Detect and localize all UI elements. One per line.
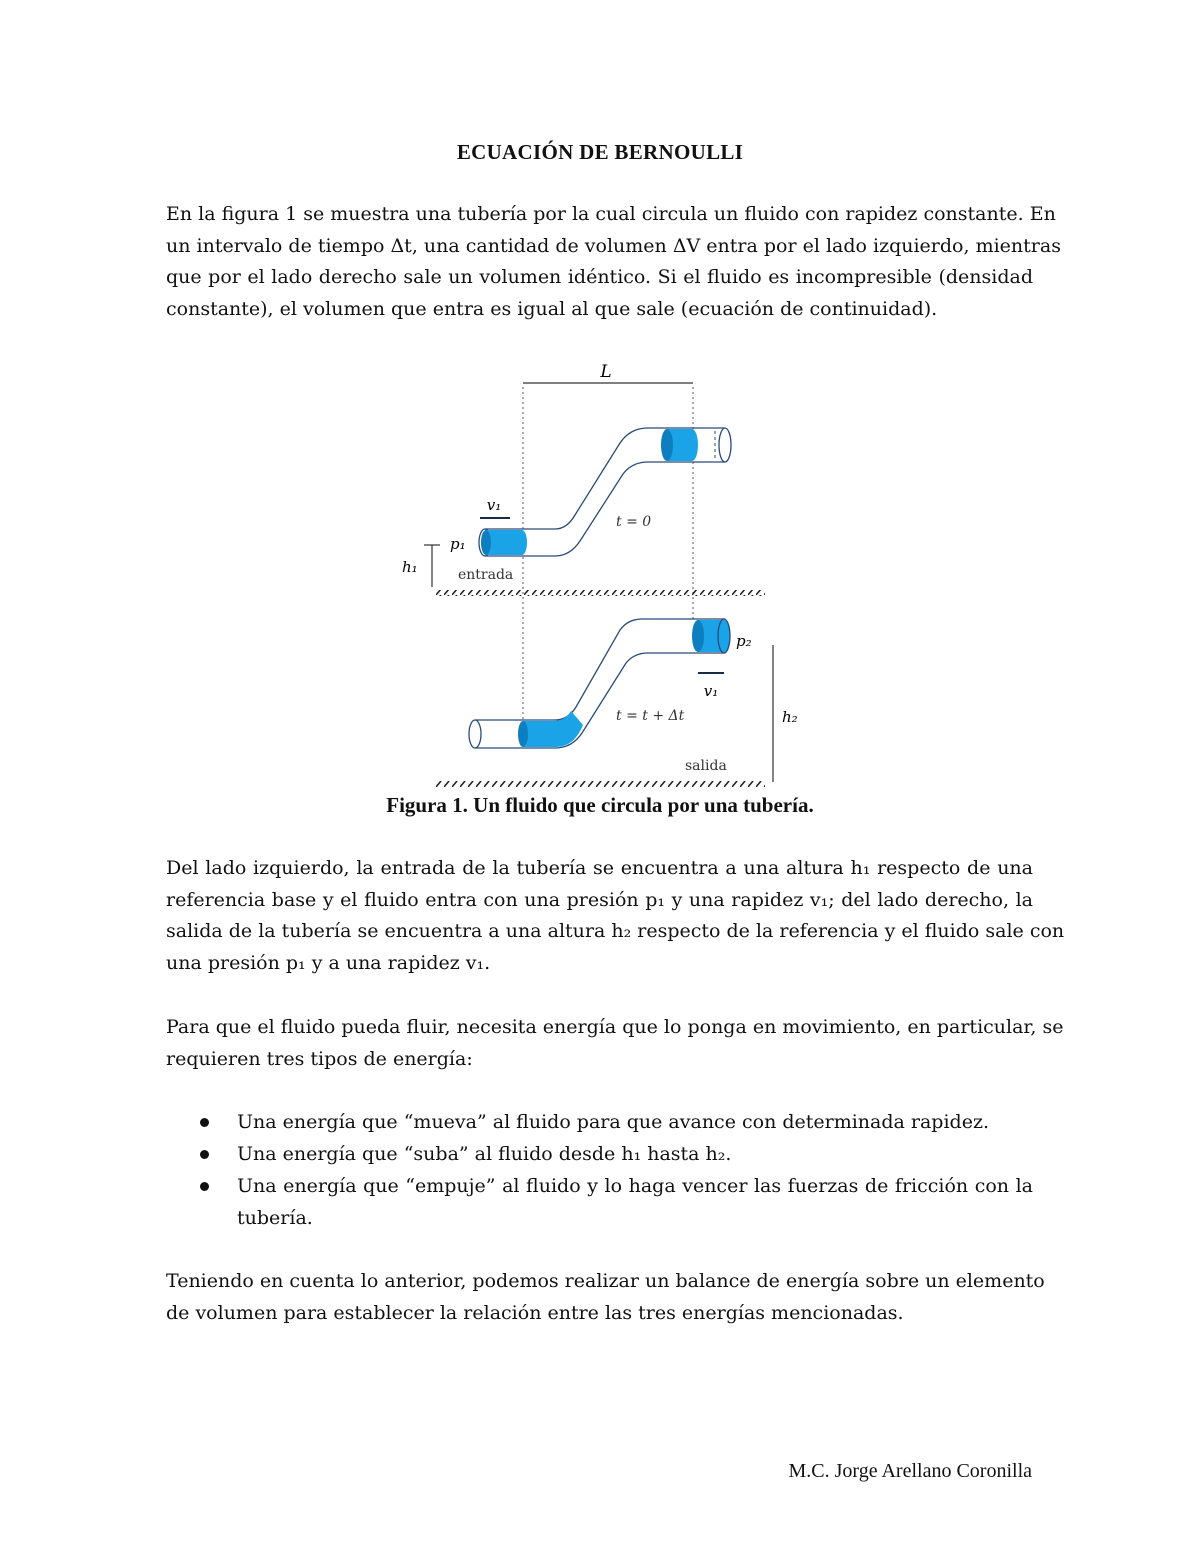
para2-line-2: referencia base y el fluido entra con una presión p₁ y una rapidez v₁; del lado derecho, la xyxy=(166,888,1033,911)
pipe-bottom xyxy=(469,619,730,748)
label-p1: p₁ xyxy=(450,535,466,553)
pipe-figure xyxy=(380,355,820,795)
pipe-diagram xyxy=(380,355,820,795)
para2-line-4: una presión p₁ y a una rapidez v₁. xyxy=(166,951,491,974)
figure-caption: Figura 1. Un fluido que circula por una tubería. xyxy=(386,793,814,817)
intro-line-2: un intervalo de tiempo Δt, una cantidad de volumen ΔV entra por el lado izquierdo, mientras xyxy=(166,234,1061,257)
list-item xyxy=(190,1106,1033,1138)
label-t-plus-dt: t = t + Δt xyxy=(616,708,685,724)
intro-line-4: constante), el volumen que entra es igual al que sale (ecuación de continuidad). xyxy=(166,297,938,320)
label-h2: h₂ xyxy=(782,708,798,726)
intro-line-3: que por el lado derecho sale un volumen idéntico. Si el fluido es incompresible (densidad xyxy=(166,266,1033,288)
author-footer: M.C. Jorge Arellano Coronilla xyxy=(788,1460,1032,1482)
fluid-volume-inlet xyxy=(486,530,522,555)
para2-line-3: salida de la tubería se encuentra a una altura h₂ respecto de la referencia y el fluido sale con xyxy=(166,920,1065,942)
ground-top xyxy=(435,590,765,596)
para2-line-1: Del lado izquierdo, la entrada de la tubería se encuentra a una altura h₁ respecto de una xyxy=(166,857,1033,879)
list-item-text: Una energía que “suba” al fluido desde h₁ hasta h₂. xyxy=(237,1143,732,1165)
bullet-icon xyxy=(200,1182,209,1191)
paragraph-4 xyxy=(166,1266,1045,1329)
para3-line-1: Para que el fluido pueda fluir, necesita energía que lo ponga en movimiento, en particular, se xyxy=(166,1016,1064,1038)
document-title: ECUACIÓN DE BERNOULLI xyxy=(456,140,744,164)
label-p2: p₂ xyxy=(736,632,752,650)
intro-paragraph xyxy=(166,199,1061,325)
paragraph-3 xyxy=(166,1012,1064,1075)
label-salida: salida xyxy=(685,758,727,774)
energy-list xyxy=(190,1106,1033,1234)
para3-line-2: requieren tres tipos de energía: xyxy=(166,1047,473,1070)
para4-line-2: de volumen para establecer la relación entre las tres energías mencionadas. xyxy=(166,1301,904,1324)
label-t0: t = 0 xyxy=(616,514,652,530)
list-item xyxy=(190,1138,1033,1170)
label-h1: h₁ xyxy=(402,558,418,576)
label-entrada: entrada xyxy=(458,567,514,583)
ground-bottom xyxy=(435,781,765,787)
label-L: L xyxy=(600,362,612,382)
list-item xyxy=(190,1170,1033,1234)
paragraph-2 xyxy=(166,853,1065,979)
list-item-text: Una energía que “empuje” al fluido y lo haga vencer las fuerzas de fricción con la xyxy=(237,1175,1033,1197)
para4-line-1: Teniendo en cuenta lo anterior, podemos realizar un balance de energía sobre un elemento xyxy=(166,1270,1045,1292)
bullet-icon xyxy=(200,1150,209,1159)
list-item-text-continued: tubería. xyxy=(237,1207,313,1229)
list-item-text: Una energía que “mueva” al fluido para que avance con determinada rapidez. xyxy=(237,1111,990,1133)
bullet-icon xyxy=(200,1118,209,1127)
label-v1-top: v₁ xyxy=(486,496,502,514)
intro-line-1: En la figura 1 se muestra una tubería por la cual circula un fluido con rapidez constante. En xyxy=(166,203,1056,225)
label-v1-bottom: v₁ xyxy=(703,682,719,700)
